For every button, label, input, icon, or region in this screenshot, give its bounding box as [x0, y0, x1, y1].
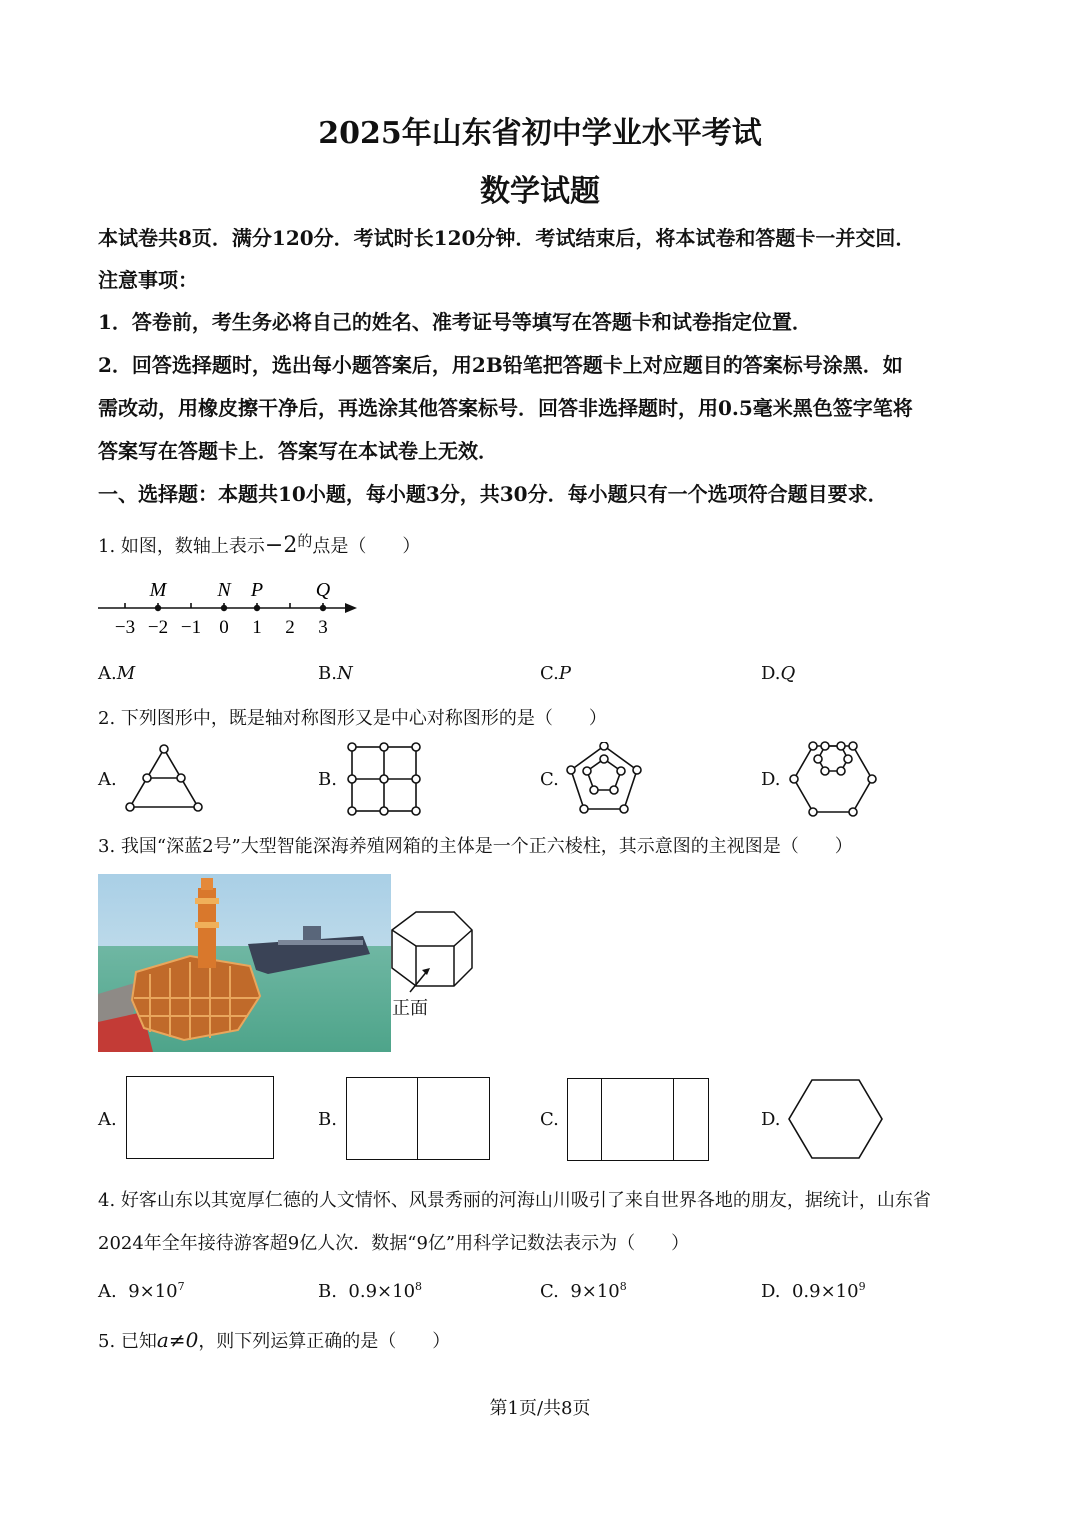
q3-figure-c-three-panel — [567, 1078, 709, 1161]
tick-label: −2 — [147, 617, 169, 638]
q4-option-a[interactable]: A. $9\times 10^7$ — [98, 1280, 185, 1302]
q2-stem: 2. 下列图形中，既是轴对称图形又是中心对称图形的是（ ） — [98, 708, 607, 729]
q4-option-b[interactable]: B. $0.9\times 10^8$ — [318, 1280, 423, 1302]
point-label-n: N — [217, 579, 231, 601]
axis-tick-labels — [115, 617, 328, 638]
q3-front-label: 正面 — [392, 998, 428, 1019]
point-q — [320, 605, 326, 611]
page-footer: 第1页/共8页 — [489, 1398, 591, 1419]
exam-title: 2025年山东省初中学业水平考试 — [318, 116, 762, 151]
q1-option-b[interactable]: B.N — [318, 663, 353, 684]
exam-subtitle: 数学试题 — [480, 174, 600, 209]
q4-stem-line2: 2024年全年接待游客超9亿人次．数据“9亿”用科学记数法表示为（ ） — [98, 1233, 690, 1254]
q2-figure-d-hexagon — [788, 740, 878, 818]
q3-photo-fish-farm — [98, 874, 391, 1052]
q1-option-d[interactable]: D.Q — [761, 663, 796, 684]
tick-label: 0 — [219, 617, 229, 638]
note-2-line2: 需改动，用橡皮擦干净后，再选涂其他答案标号．回答非选择题时，用0.5毫米黑色签字笔将 — [98, 396, 913, 420]
q3-option-d-label[interactable]: D. — [761, 1109, 781, 1130]
point-label-m: M — [149, 579, 167, 601]
q5-stem: 5. 已知a≠0，则下列运算正确的是（ ） — [98, 1328, 451, 1352]
point-n — [221, 605, 227, 611]
q4-stem-line1: 4. 好客山东以其宽厚仁德的人文情怀、风景秀丽的河海山川吸引了来自世界各地的朋友，据统计，山东省 — [98, 1190, 931, 1211]
axis-points — [149, 579, 331, 611]
note-1: 1．答卷前，考生务必将自己的姓名、准考证号等填写在答题卡和试卷指定位置． — [98, 310, 812, 334]
q1-option-c[interactable]: C.P — [540, 663, 571, 684]
note-2-line1: 2．回答选择题时，选出每小题答案后，用2B铅笔把答题卡上对应题目的答案标号涂黑．如 — [98, 353, 903, 377]
point-label-q: Q — [315, 579, 331, 601]
q3-option-c-label[interactable]: C. — [540, 1109, 559, 1130]
note-2-line3: 答案写在答题卡上．答案写在本试卷上无效． — [98, 439, 498, 463]
q2-option-a-label[interactable]: A. — [98, 769, 117, 790]
q2-option-b-label[interactable]: B. — [318, 769, 337, 790]
tick-label: −1 — [180, 617, 202, 638]
section-heading: 一、选择题：本题共10小题，每小题3分，共30分．每小题只有一个选项符合题目要求． — [98, 482, 888, 506]
q1-option-a[interactable]: A.M — [98, 663, 136, 684]
tick-label: 1 — [252, 617, 262, 638]
q2-figure-b-grid — [346, 742, 422, 816]
tick-label: −3 — [114, 617, 136, 638]
q2-figure-c-pentagon — [564, 742, 644, 816]
q1-stem: 1. 如图，数轴上表示$-2^的$点是（ ） — [98, 532, 421, 558]
tick-label: 2 — [285, 617, 295, 638]
q3-option-b-label[interactable]: B. — [318, 1109, 337, 1130]
q4-option-d[interactable]: D. $0.9\times 10^9$ — [761, 1280, 866, 1302]
point-m — [155, 605, 161, 611]
q2-option-c-label[interactable]: C. — [540, 769, 559, 790]
instructions-line: 本试卷共8页．满分120分．考试时长120分钟．考试结束后，将本试卷和答题卡一并交回． — [98, 226, 916, 250]
q3-option-a-label[interactable]: A. — [98, 1109, 117, 1130]
q2-figure-a-triangle — [122, 744, 206, 816]
point-label-p: P — [250, 579, 264, 601]
axis-arrow — [345, 603, 357, 613]
notes-heading: 注意事项： — [98, 268, 198, 292]
tick-label: 3 — [318, 617, 328, 638]
number-line-figure — [95, 575, 365, 640]
q3-figure-d-hexagon — [787, 1078, 885, 1160]
q3-figure-b-split-rectangle — [346, 1077, 490, 1160]
q2-option-d-label[interactable]: D. — [761, 769, 781, 790]
q4-option-c[interactable]: C. $9\times 10^8$ — [540, 1280, 627, 1302]
q3-stem: 3. 我国“深蓝2号”大型智能深海养殖网箱的主体是一个正六棱柱，其示意图的主视图是（ ） — [98, 836, 853, 857]
q3-figure-a-rectangle — [126, 1076, 274, 1159]
point-p — [254, 605, 260, 611]
